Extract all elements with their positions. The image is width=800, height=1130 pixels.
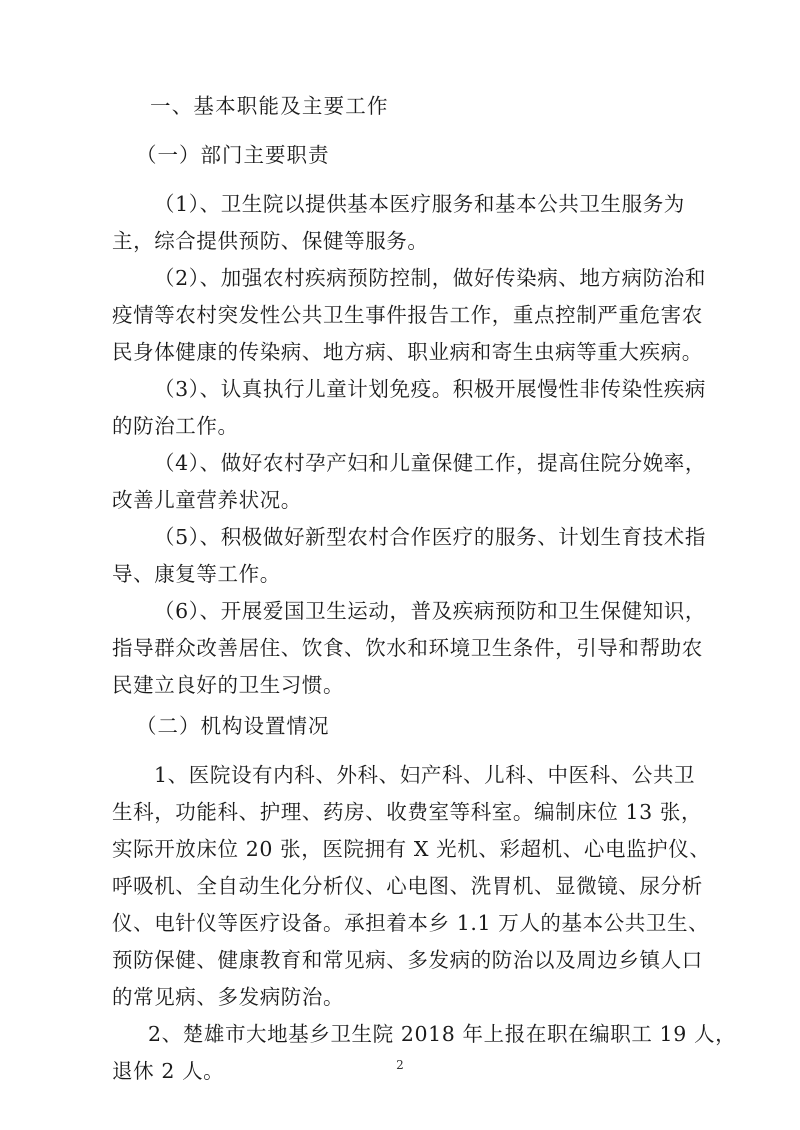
subsection-heading: （二）机构设置情况 xyxy=(136,714,330,738)
paragraph-line: 主，综合提供预防、保健等服务。 xyxy=(112,229,429,253)
page-number: 2 xyxy=(396,1058,404,1072)
duty-paragraph-3 xyxy=(112,371,706,445)
paragraph-line: 民建立良好的卫生习惯。 xyxy=(112,673,345,697)
paragraph-line: 预防保健、健康教育和常见病、多发病的防治以及周边乡镇人口 xyxy=(112,948,703,972)
paragraph-line: （5）、积极做好新型农村合作医疗的服务、计划生育技术指 xyxy=(154,525,706,549)
paragraph-line: 疫情等农村突发性公共卫生事件报告工作，重点控制严重危害农 xyxy=(112,303,703,327)
document-body xyxy=(112,88,737,1090)
paragraph-line: 退休 2 人。 xyxy=(112,1059,225,1083)
org-paragraph-1 xyxy=(112,757,711,1016)
paragraph-line: 的常见病、多发病防治。 xyxy=(112,985,345,1009)
duty-paragraph-6 xyxy=(112,593,706,704)
duty-paragraph-2 xyxy=(112,260,706,371)
org-paragraph-2 xyxy=(112,1016,737,1090)
paragraph-line: （1）、卫生院以提供基本医疗服务和基本公共卫生服务为 xyxy=(154,192,685,216)
paragraph-line: 生科，功能科、护理、药房、收费室等科室。编制床位 13 张， xyxy=(112,800,703,824)
paragraph-line: 2、楚雄市大地基乡卫生院 2018 年上报在职在编职工 19 人， xyxy=(148,1022,737,1046)
paragraph-line: 指导群众改善居住、饮食、饮水和环境卫生条件，引导和帮助农 xyxy=(112,636,703,660)
paragraph-line: 导、康复等工作。 xyxy=(112,562,281,586)
paragraph-line: 的防治工作。 xyxy=(112,414,239,438)
paragraph-line: 实际开放床位 20 张，医院拥有 X 光机、彩超机、心电监护仪、 xyxy=(112,837,711,861)
paragraph-line: （4）、做好农村孕产妇和儿童保健工作，提高住院分娩率， xyxy=(154,451,706,475)
paragraph-line: （2）、加强农村疾病预防控制，做好传染病、地方病防治和 xyxy=(154,266,706,290)
paragraph-line: 改善儿童营养状况。 xyxy=(112,488,302,512)
duty-paragraph-4 xyxy=(112,445,706,519)
paragraph-line: （3）、认真执行儿童计划免疫。积极开展慢性非传染性疾病 xyxy=(154,377,706,401)
duty-paragraph-5 xyxy=(112,519,706,593)
paragraph-line: （6）、开展爱国卫生运动，普及疾病预防和卫生保健知识， xyxy=(154,599,706,623)
paragraph-line: 1、医院设有内科、外科、妇产科、儿科、中医科、公共卫 xyxy=(154,763,696,787)
subsection-heading: （一）部门主要职责 xyxy=(136,143,330,167)
paragraph-line: 呼吸机、全自动生化分析仪、心电图、洗胃机、显微镜、尿分析 xyxy=(112,874,703,898)
paragraph-line: 民身体健康的传染病、地方病、职业病和寄生虫病等重大疾病。 xyxy=(112,340,703,364)
section-heading: 一、基本职能及主要工作 xyxy=(150,94,389,118)
paragraph-line: 仪、电针仪等医疗设备。承担着本乡 1.1 万人的基本公共卫生、 xyxy=(112,911,710,935)
duty-paragraph-1 xyxy=(112,186,702,260)
